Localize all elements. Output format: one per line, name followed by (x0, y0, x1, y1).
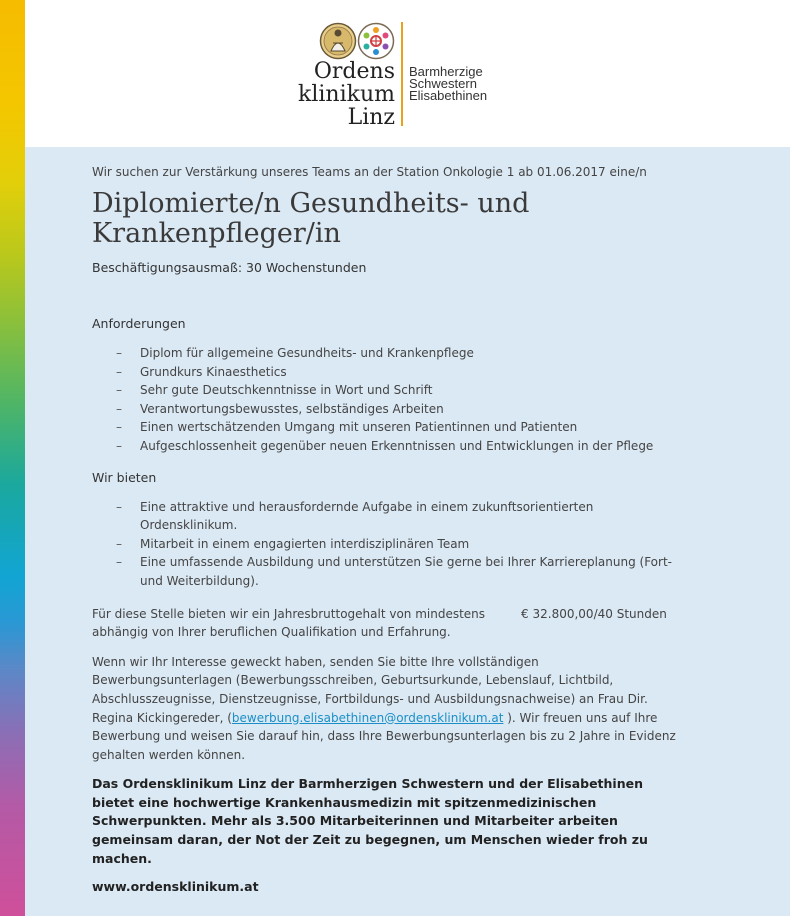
logo-emblem-icon (319, 21, 395, 61)
requirements-heading: Anforderungen (92, 316, 186, 331)
color-stripe (0, 0, 25, 916)
job-title (92, 189, 682, 249)
logo-name-line3: Linz (347, 105, 395, 130)
email-link[interactable]: bewerbung.elisabethinen@ordensklinikum.at (231, 710, 504, 725)
list-item: – Verantwortungsbewusstes, selbständiges Arbeiten (92, 400, 682, 419)
list-item: – Grundkurs Kinaesthetics (92, 363, 682, 382)
logo-sub-line3: Elisabethinen (409, 88, 488, 103)
requirements-list (92, 344, 682, 456)
logo-sub-line1: Barmherzige (409, 64, 483, 79)
job-posting (92, 165, 682, 894)
list-item: – Einen wertschätzenden Umgang mit unseren Patientinnen und Patienten (92, 418, 682, 437)
logo-name-line1: Ordens (313, 59, 395, 84)
intro-text: Wir suchen zur Verstärkung unseres Teams an der Station Onkologie 1 ab 01.06.2017 eine/n (92, 165, 647, 179)
logo-name-line2: klinikum (298, 82, 395, 107)
list-item: – Aufgeschlossenheit gegenüber neuen Erkenntnissen und Entwicklungen in der Pflege (92, 437, 682, 456)
list-item: – Mitarbeit in einem engagierten interdisziplinären Team (92, 535, 682, 554)
employment-scope: Beschäftigungsausmaß: 30 Wochenstunden (92, 260, 367, 275)
list-item: – Sehr gute Deutschkenntnisse in Wort und Schrift (92, 381, 682, 400)
logo-sub-line2: Schwestern (409, 76, 477, 91)
about-paragraph: Das Ordensklinikum Linz der Barmherzigen Schwestern und der Elisabethinen bietet eine hochwertige Krankenhausmedizin mit spitzenmedizinischen Schwerpunkten. Mehr als 3.500 Mitarbeiterinnen und Mitarbeiter arbeiten gemeinsam daran, der Not der Zeit zu begegnen, um Menschen wieder froh zu machen. (92, 776, 648, 866)
job-title-line2: Krankenpfleger/in (92, 218, 341, 249)
list-item: – Eine attraktive und herausfordernde Aufgabe in einem zukunftsorientierten Ordensklinikum. (92, 498, 682, 535)
list-item: – Eine umfassende Ausbildung und unterstützen Sie gerne bei Ihrer Karriereplanung (Fort- und Weiterbildung). (92, 553, 682, 590)
logo-divider (401, 22, 403, 126)
salary-note: abhängig von Ihrer beruflichen Qualifikation und Erfahrung. (92, 625, 451, 640)
application-text: Wenn wir Ihr Interesse geweckt haben, senden Sie bitte Ihre vollständigen Bewerbungsunterlagen (Bewerbungsschreiben, Geburtsurkunde, Lebenslauf, Lichtbild, Abschlusszeugnisse, Dienstzeugnisse, Fortbildungs- und Ausbildungsnachweise) an Frau Dir. Regina Kickingereder, ( (92, 654, 648, 725)
job-title-line1: Diplomierte/n Gesundheits- und (92, 188, 530, 219)
logo-wordmark (298, 60, 395, 129)
salary-amount: € 32.800,00/40 Stunden (521, 606, 667, 621)
offer-list (92, 498, 682, 591)
salary-paragraph (92, 605, 682, 642)
application-text-end: ). Wir freuen uns auf Ihre Bewerbung und weisen Sie darauf hin, dass Ihre Bewerbungsunterlagen bis zu 2 Jahre in Evidenz gehalten werden können. (92, 710, 676, 762)
salary-text: Für diese Stelle bieten wir ein Jahresbruttogehalt von mindestens (92, 606, 486, 621)
offer-heading: Wir bieten (92, 469, 157, 485)
list-item: – Diplom für allgemeine Gesundheits- und Krankenpflege (92, 344, 682, 363)
logo-subtitle (409, 66, 487, 102)
website-text: www.ordensklinikum.at (92, 879, 259, 895)
application-paragraph (92, 653, 682, 765)
header (25, 0, 790, 147)
